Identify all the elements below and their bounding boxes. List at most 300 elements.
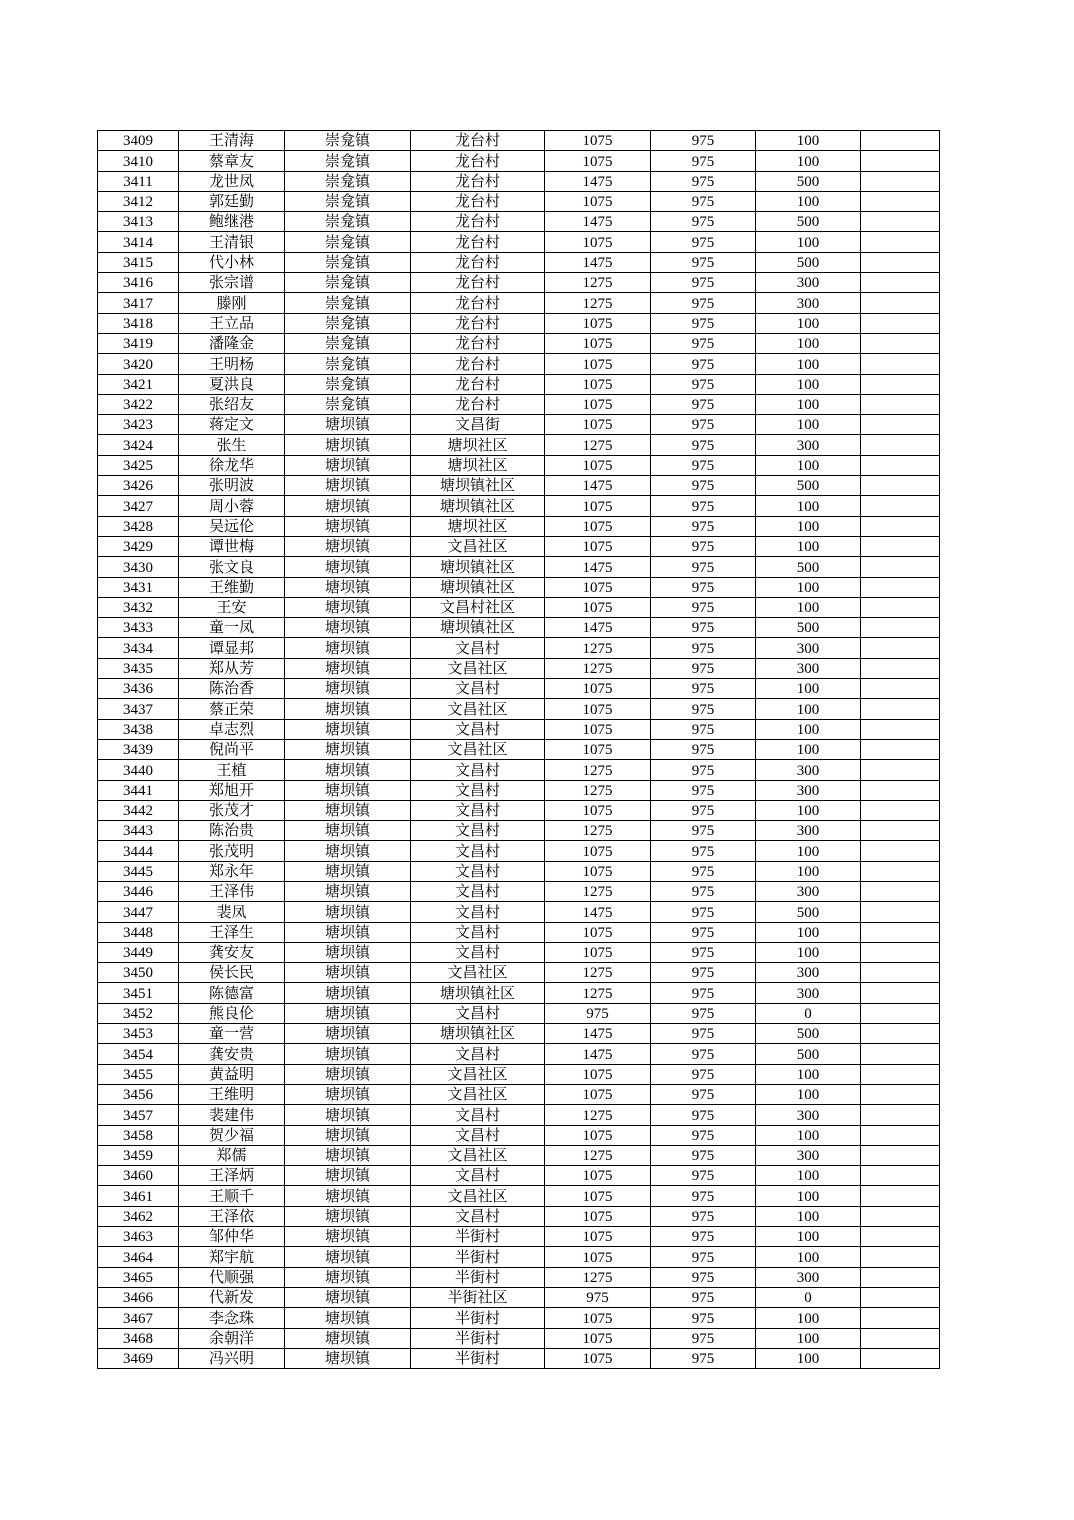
- table-row: [98, 1145, 940, 1165]
- town-cell: 塘坝镇: [285, 618, 411, 638]
- note-cell: [861, 1105, 940, 1125]
- town-cell: 崇龛镇: [285, 212, 411, 232]
- table-row: [98, 597, 940, 617]
- amount-b-cell: 975: [651, 496, 756, 516]
- difference-cell: 100: [756, 191, 861, 211]
- table-row: [98, 293, 940, 313]
- note-cell: [861, 1308, 940, 1328]
- table-row: [98, 638, 940, 658]
- town-cell: 塘坝镇: [285, 516, 411, 536]
- amount-a-cell: 1275: [545, 435, 651, 455]
- note-cell: [861, 394, 940, 414]
- name-cell: 李念珠: [179, 1308, 285, 1328]
- table-row: [98, 800, 940, 820]
- note-cell: [861, 841, 940, 861]
- amount-b-cell: 975: [651, 638, 756, 658]
- note-cell: [861, 800, 940, 820]
- note-cell: [861, 1125, 940, 1145]
- row-number-cell: 3442: [98, 800, 179, 820]
- village-cell: 半街村: [411, 1267, 545, 1287]
- difference-cell: 100: [756, 496, 861, 516]
- difference-cell: 100: [756, 415, 861, 435]
- difference-cell: 100: [756, 151, 861, 171]
- town-cell: 塘坝镇: [285, 1084, 411, 1104]
- amount-b-cell: 975: [651, 1287, 756, 1307]
- difference-cell: 100: [756, 354, 861, 374]
- amount-a-cell: 1275: [545, 881, 651, 901]
- row-number-cell: 3418: [98, 313, 179, 333]
- table-row: [98, 1206, 940, 1226]
- name-cell: 徐龙华: [179, 455, 285, 475]
- amount-b-cell: 975: [651, 313, 756, 333]
- town-cell: 塘坝镇: [285, 739, 411, 759]
- difference-cell: 300: [756, 983, 861, 1003]
- village-cell: 塘坝社区: [411, 435, 545, 455]
- village-cell: 塘坝镇社区: [411, 496, 545, 516]
- town-cell: 塘坝镇: [285, 1247, 411, 1267]
- name-cell: 谭世梅: [179, 536, 285, 556]
- town-cell: 崇龛镇: [285, 191, 411, 211]
- amount-b-cell: 975: [651, 1145, 756, 1165]
- row-number-cell: 3424: [98, 435, 179, 455]
- difference-cell: 300: [756, 273, 861, 293]
- amount-a-cell: 1075: [545, 151, 651, 171]
- town-cell: 塘坝镇: [285, 455, 411, 475]
- village-cell: 塘坝社区: [411, 455, 545, 475]
- amount-a-cell: 1075: [545, 1206, 651, 1226]
- name-cell: 潘隆金: [179, 333, 285, 353]
- difference-cell: 100: [756, 1084, 861, 1104]
- table-row: [98, 557, 940, 577]
- village-cell: 文昌村: [411, 821, 545, 841]
- village-cell: 文昌村: [411, 1166, 545, 1186]
- amount-b-cell: 975: [651, 374, 756, 394]
- village-cell: 文昌街: [411, 415, 545, 435]
- difference-cell: 100: [756, 394, 861, 414]
- amount-b-cell: 975: [651, 1003, 756, 1023]
- note-cell: [861, 293, 940, 313]
- name-cell: 王维明: [179, 1084, 285, 1104]
- town-cell: 塘坝镇: [285, 557, 411, 577]
- table-row: [98, 983, 940, 1003]
- row-number-cell: 3439: [98, 739, 179, 759]
- amount-a-cell: 1475: [545, 902, 651, 922]
- row-number-cell: 3411: [98, 171, 179, 191]
- town-cell: 塘坝镇: [285, 476, 411, 496]
- amount-b-cell: 975: [651, 739, 756, 759]
- name-cell: 熊良伦: [179, 1003, 285, 1023]
- table-row: [98, 902, 940, 922]
- amount-b-cell: 975: [651, 1206, 756, 1226]
- note-cell: [861, 942, 940, 962]
- amount-a-cell: 1075: [545, 191, 651, 211]
- row-number-cell: 3465: [98, 1267, 179, 1287]
- town-cell: 塘坝镇: [285, 841, 411, 861]
- amount-b-cell: 975: [651, 699, 756, 719]
- amount-b-cell: 975: [651, 760, 756, 780]
- difference-cell: 100: [756, 679, 861, 699]
- difference-cell: 100: [756, 333, 861, 353]
- difference-cell: 100: [756, 374, 861, 394]
- amount-a-cell: 1075: [545, 131, 651, 151]
- name-cell: 王顺千: [179, 1186, 285, 1206]
- row-number-cell: 3462: [98, 1206, 179, 1226]
- amount-b-cell: 975: [651, 455, 756, 475]
- row-number-cell: 3446: [98, 881, 179, 901]
- table-row: [98, 212, 940, 232]
- village-cell: 塘坝镇社区: [411, 1024, 545, 1044]
- village-cell: 半街社区: [411, 1287, 545, 1307]
- row-number-cell: 3436: [98, 679, 179, 699]
- row-number-cell: 3437: [98, 699, 179, 719]
- difference-cell: 100: [756, 1064, 861, 1084]
- village-cell: 文昌村: [411, 780, 545, 800]
- name-cell: 代新发: [179, 1287, 285, 1307]
- village-cell: 文昌村社区: [411, 597, 545, 617]
- village-cell: 文昌村: [411, 800, 545, 820]
- table-row: [98, 1024, 940, 1044]
- table-row: [98, 1348, 940, 1368]
- town-cell: 崇龛镇: [285, 232, 411, 252]
- name-cell: 王维勤: [179, 577, 285, 597]
- village-cell: 文昌社区: [411, 1145, 545, 1165]
- row-number-cell: 3421: [98, 374, 179, 394]
- note-cell: [861, 1145, 940, 1165]
- amount-a-cell: 1075: [545, 232, 651, 252]
- row-number-cell: 3433: [98, 618, 179, 638]
- amount-b-cell: 975: [651, 171, 756, 191]
- amount-b-cell: 975: [651, 841, 756, 861]
- amount-b-cell: 975: [651, 1064, 756, 1084]
- difference-cell: 300: [756, 1267, 861, 1287]
- amount-a-cell: 1475: [545, 171, 651, 191]
- note-cell: [861, 333, 940, 353]
- row-number-cell: 3430: [98, 557, 179, 577]
- amount-a-cell: 1075: [545, 536, 651, 556]
- row-number-cell: 3463: [98, 1227, 179, 1247]
- name-cell: 贺少福: [179, 1125, 285, 1145]
- amount-b-cell: 975: [651, 151, 756, 171]
- amount-b-cell: 975: [651, 719, 756, 739]
- difference-cell: 500: [756, 557, 861, 577]
- name-cell: 冯兴明: [179, 1348, 285, 1368]
- difference-cell: 100: [756, 1328, 861, 1348]
- note-cell: [861, 496, 940, 516]
- amount-a-cell: 1075: [545, 415, 651, 435]
- note-cell: [861, 618, 940, 638]
- name-cell: 郑旭开: [179, 780, 285, 800]
- amount-a-cell: 1075: [545, 679, 651, 699]
- amount-a-cell: 1075: [545, 1084, 651, 1104]
- town-cell: 塘坝镇: [285, 1125, 411, 1145]
- difference-cell: 100: [756, 800, 861, 820]
- town-cell: 塘坝镇: [285, 780, 411, 800]
- name-cell: 王泽炳: [179, 1166, 285, 1186]
- difference-cell: 500: [756, 618, 861, 638]
- village-cell: 塘坝镇社区: [411, 577, 545, 597]
- table-row: [98, 963, 940, 983]
- name-cell: 王安: [179, 597, 285, 617]
- name-cell: 周小蓉: [179, 496, 285, 516]
- table-row: [98, 821, 940, 841]
- table-row: [98, 1084, 940, 1104]
- note-cell: [861, 679, 940, 699]
- town-cell: 塘坝镇: [285, 536, 411, 556]
- village-cell: 塘坝镇社区: [411, 983, 545, 1003]
- village-cell: 半街村: [411, 1247, 545, 1267]
- note-cell: [861, 881, 940, 901]
- difference-cell: 100: [756, 1227, 861, 1247]
- difference-cell: 100: [756, 577, 861, 597]
- row-number-cell: 3420: [98, 354, 179, 374]
- name-cell: 郑宇航: [179, 1247, 285, 1267]
- row-number-cell: 3413: [98, 212, 179, 232]
- town-cell: 塘坝镇: [285, 1287, 411, 1307]
- name-cell: 陈治香: [179, 679, 285, 699]
- village-cell: 文昌村: [411, 760, 545, 780]
- amount-b-cell: 975: [651, 861, 756, 881]
- row-number-cell: 3454: [98, 1044, 179, 1064]
- name-cell: 张茂才: [179, 800, 285, 820]
- amount-a-cell: 1275: [545, 963, 651, 983]
- amount-b-cell: 975: [651, 577, 756, 597]
- row-number-cell: 3452: [98, 1003, 179, 1023]
- amount-a-cell: 975: [545, 1003, 651, 1023]
- amount-a-cell: 1075: [545, 577, 651, 597]
- village-cell: 文昌社区: [411, 699, 545, 719]
- village-cell: 文昌村: [411, 719, 545, 739]
- amount-a-cell: 1275: [545, 780, 651, 800]
- amount-b-cell: 975: [651, 557, 756, 577]
- name-cell: 王泽依: [179, 1206, 285, 1226]
- amount-a-cell: 1275: [545, 273, 651, 293]
- town-cell: 塘坝镇: [285, 435, 411, 455]
- row-number-cell: 3410: [98, 151, 179, 171]
- table-row: [98, 171, 940, 191]
- row-number-cell: 3458: [98, 1125, 179, 1145]
- difference-cell: 300: [756, 821, 861, 841]
- amount-a-cell: 1075: [545, 1227, 651, 1247]
- town-cell: 崇龛镇: [285, 252, 411, 272]
- table-row: [98, 313, 940, 333]
- table-row: [98, 496, 940, 516]
- amount-b-cell: 975: [651, 476, 756, 496]
- village-cell: 塘坝镇社区: [411, 618, 545, 638]
- row-number-cell: 3416: [98, 273, 179, 293]
- amount-a-cell: 975: [545, 1287, 651, 1307]
- note-cell: [861, 739, 940, 759]
- name-cell: 王立品: [179, 313, 285, 333]
- village-cell: 龙台村: [411, 252, 545, 272]
- table-row: [98, 516, 940, 536]
- table-row: [98, 1105, 940, 1125]
- row-number-cell: 3438: [98, 719, 179, 739]
- note-cell: [861, 131, 940, 151]
- amount-b-cell: 975: [651, 131, 756, 151]
- table-row: [98, 476, 940, 496]
- amount-b-cell: 975: [651, 1247, 756, 1267]
- amount-a-cell: 1075: [545, 800, 651, 820]
- amount-b-cell: 975: [651, 1227, 756, 1247]
- note-cell: [861, 1206, 940, 1226]
- note-cell: [861, 171, 940, 191]
- amount-a-cell: 1075: [545, 1247, 651, 1267]
- town-cell: 塘坝镇: [285, 1206, 411, 1226]
- amount-a-cell: 1075: [545, 1125, 651, 1145]
- note-cell: [861, 435, 940, 455]
- name-cell: 张明波: [179, 476, 285, 496]
- name-cell: 童一营: [179, 1024, 285, 1044]
- row-number-cell: 3450: [98, 963, 179, 983]
- difference-cell: 100: [756, 1206, 861, 1226]
- row-number-cell: 3435: [98, 658, 179, 678]
- village-cell: 文昌村: [411, 902, 545, 922]
- table-row: [98, 658, 940, 678]
- table-row: [98, 131, 940, 151]
- table-row: [98, 1267, 940, 1287]
- row-number-cell: 3469: [98, 1348, 179, 1368]
- amount-a-cell: 1275: [545, 821, 651, 841]
- row-number-cell: 3445: [98, 861, 179, 881]
- name-cell: 裴建伟: [179, 1105, 285, 1125]
- note-cell: [861, 1267, 940, 1287]
- amount-a-cell: 1475: [545, 1024, 651, 1044]
- difference-cell: 300: [756, 293, 861, 313]
- amount-b-cell: 975: [651, 394, 756, 414]
- table-row: [98, 536, 940, 556]
- amount-b-cell: 975: [651, 1328, 756, 1348]
- name-cell: 王泽伟: [179, 881, 285, 901]
- difference-cell: 100: [756, 1247, 861, 1267]
- note-cell: [861, 1247, 940, 1267]
- note-cell: [861, 902, 940, 922]
- row-number-cell: 3415: [98, 252, 179, 272]
- amount-a-cell: 1075: [545, 841, 651, 861]
- difference-cell: 0: [756, 1287, 861, 1307]
- difference-cell: 100: [756, 313, 861, 333]
- village-cell: 龙台村: [411, 212, 545, 232]
- town-cell: 塘坝镇: [285, 597, 411, 617]
- town-cell: 塘坝镇: [285, 963, 411, 983]
- table-row: [98, 1308, 940, 1328]
- amount-a-cell: 1075: [545, 719, 651, 739]
- note-cell: [861, 760, 940, 780]
- table-row: [98, 942, 940, 962]
- name-cell: 邹仲华: [179, 1227, 285, 1247]
- row-number-cell: 3434: [98, 638, 179, 658]
- note-cell: [861, 719, 940, 739]
- row-number-cell: 3417: [98, 293, 179, 313]
- town-cell: 塘坝镇: [285, 1003, 411, 1023]
- table-body: [98, 131, 940, 1369]
- row-number-cell: 3412: [98, 191, 179, 211]
- town-cell: 塘坝镇: [285, 902, 411, 922]
- note-cell: [861, 638, 940, 658]
- row-number-cell: 3449: [98, 942, 179, 962]
- village-cell: 文昌村: [411, 861, 545, 881]
- village-cell: 文昌社区: [411, 963, 545, 983]
- difference-cell: 300: [756, 760, 861, 780]
- name-cell: 陈德富: [179, 983, 285, 1003]
- village-cell: 文昌村: [411, 922, 545, 942]
- difference-cell: 100: [756, 719, 861, 739]
- amount-a-cell: 1075: [545, 496, 651, 516]
- note-cell: [861, 212, 940, 232]
- amount-b-cell: 975: [651, 293, 756, 313]
- town-cell: 塘坝镇: [285, 1064, 411, 1084]
- amount-b-cell: 975: [651, 942, 756, 962]
- village-cell: 龙台村: [411, 232, 545, 252]
- village-cell: 文昌社区: [411, 1064, 545, 1084]
- name-cell: 谭显邦: [179, 638, 285, 658]
- table-row: [98, 1064, 940, 1084]
- name-cell: 张生: [179, 435, 285, 455]
- amount-b-cell: 975: [651, 658, 756, 678]
- difference-cell: 300: [756, 638, 861, 658]
- name-cell: 郑从芳: [179, 658, 285, 678]
- difference-cell: 100: [756, 1166, 861, 1186]
- name-cell: 滕刚: [179, 293, 285, 313]
- town-cell: 塘坝镇: [285, 719, 411, 739]
- row-number-cell: 3461: [98, 1186, 179, 1206]
- amount-a-cell: 1475: [545, 212, 651, 232]
- village-cell: 文昌村: [411, 841, 545, 861]
- row-number-cell: 3419: [98, 333, 179, 353]
- note-cell: [861, 354, 940, 374]
- name-cell: 张茂明: [179, 841, 285, 861]
- amount-a-cell: 1275: [545, 760, 651, 780]
- amount-a-cell: 1075: [545, 739, 651, 759]
- row-number-cell: 3432: [98, 597, 179, 617]
- row-number-cell: 3447: [98, 902, 179, 922]
- row-number-cell: 3460: [98, 1166, 179, 1186]
- note-cell: [861, 1084, 940, 1104]
- town-cell: 塘坝镇: [285, 983, 411, 1003]
- note-cell: [861, 557, 940, 577]
- amount-a-cell: 1075: [545, 1186, 651, 1206]
- amount-a-cell: 1475: [545, 252, 651, 272]
- row-number-cell: 3426: [98, 476, 179, 496]
- table-row: [98, 841, 940, 861]
- note-cell: [861, 1348, 940, 1368]
- village-cell: 龙台村: [411, 394, 545, 414]
- difference-cell: 100: [756, 597, 861, 617]
- town-cell: 崇龛镇: [285, 171, 411, 191]
- town-cell: 塘坝镇: [285, 821, 411, 841]
- table-row: [98, 1166, 940, 1186]
- note-cell: [861, 922, 940, 942]
- village-cell: 文昌社区: [411, 536, 545, 556]
- town-cell: 塘坝镇: [285, 496, 411, 516]
- note-cell: [861, 313, 940, 333]
- row-number-cell: 3427: [98, 496, 179, 516]
- amount-b-cell: 975: [651, 1308, 756, 1328]
- note-cell: [861, 821, 940, 841]
- row-number-cell: 3468: [98, 1328, 179, 1348]
- amount-b-cell: 975: [651, 597, 756, 617]
- town-cell: 塘坝镇: [285, 658, 411, 678]
- village-cell: 文昌社区: [411, 658, 545, 678]
- amount-b-cell: 975: [651, 1084, 756, 1104]
- village-cell: 文昌村: [411, 1044, 545, 1064]
- name-cell: 王明杨: [179, 354, 285, 374]
- note-cell: [861, 1166, 940, 1186]
- name-cell: 卓志烈: [179, 719, 285, 739]
- amount-b-cell: 975: [651, 800, 756, 820]
- town-cell: 崇龛镇: [285, 313, 411, 333]
- village-cell: 龙台村: [411, 313, 545, 333]
- row-number-cell: 3448: [98, 922, 179, 942]
